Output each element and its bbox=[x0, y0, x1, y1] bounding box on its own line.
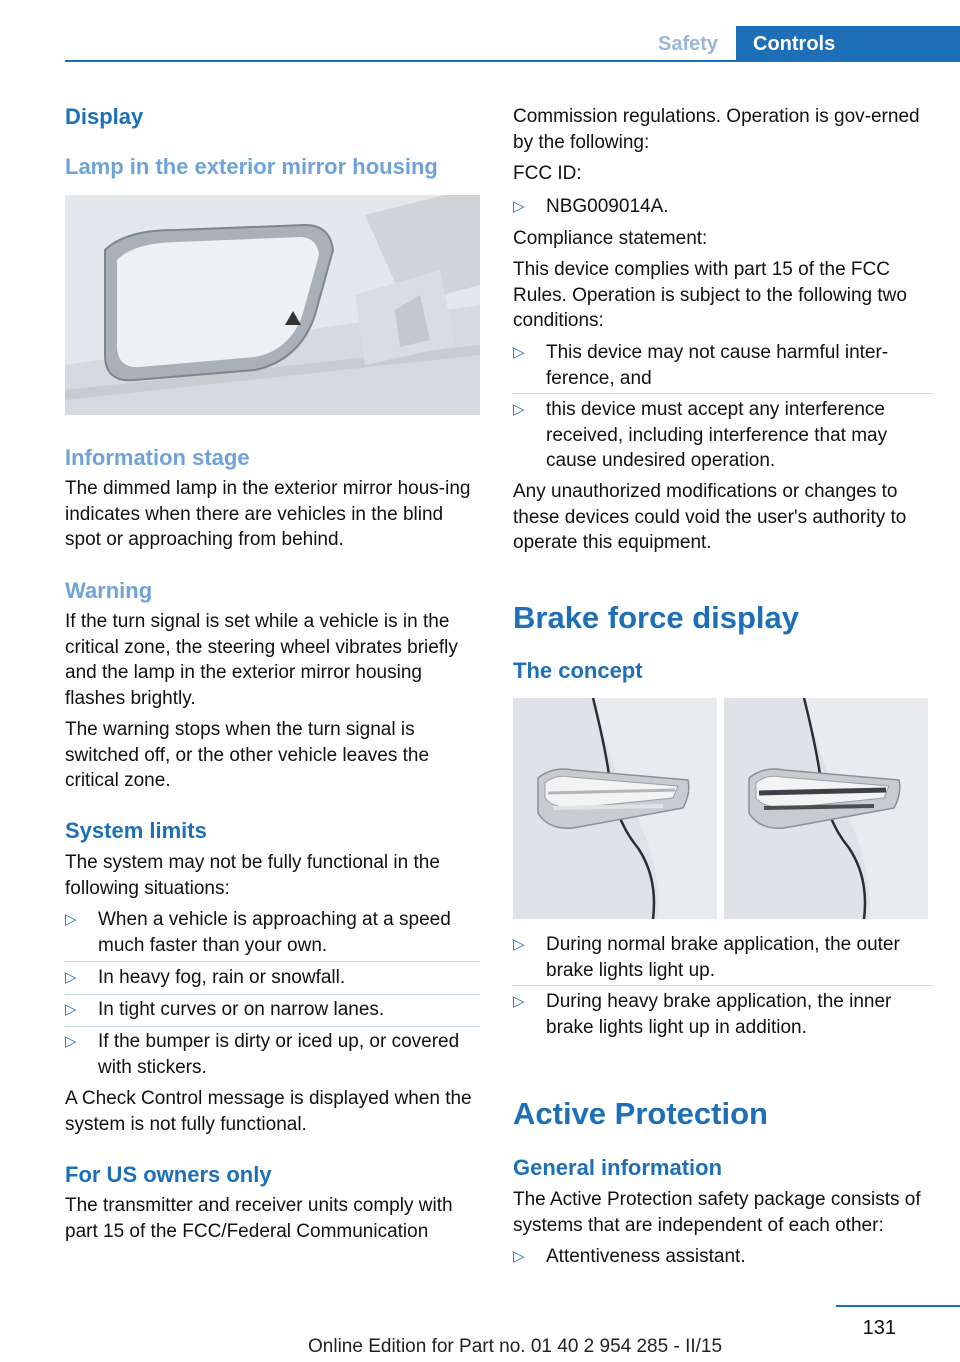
paragraph-warning-2: The warning stops when the turn signal is switched off, or the other vehicle leaves the critical zone. bbox=[65, 719, 430, 791]
heading-system-limits: System limits bbox=[65, 818, 207, 843]
list-item: ▷ When a vehicle is approaching at a speed much faster than your own. bbox=[65, 909, 451, 956]
paragraph-check-control: A Check Control message is displayed when the system is not fully functional. bbox=[65, 1088, 472, 1135]
paragraph-complies: This device complies with part 15 of the FCC Rules. Operation is subject to the following two conditions: bbox=[513, 259, 907, 331]
triangle-right-icon: ▷ bbox=[65, 1001, 77, 1018]
divider bbox=[513, 985, 933, 986]
paragraph-compliance: Compliance statement: bbox=[513, 228, 708, 249]
brake-normal-panel bbox=[513, 698, 717, 919]
divider bbox=[65, 961, 480, 962]
triangle-right-icon: ▷ bbox=[65, 1033, 77, 1050]
footer-rule bbox=[836, 1305, 960, 1307]
paragraph-fcc-id: FCC ID: bbox=[513, 163, 582, 184]
paragraph-commission: Commission regulations. Operation is gov-erned by the following: bbox=[513, 106, 920, 153]
paragraph-warning-1: If the turn signal is set while a vehicle is in the critical zone, the steering wheel vibrates briefly and the lamp in the exterior mirror housing flashes brightly. bbox=[65, 611, 458, 709]
paragraph-us-owners: The transmitter and receiver units comply with part 15 of the FCC/Federal Communication bbox=[65, 1195, 453, 1242]
heading-the-concept: The concept bbox=[513, 658, 643, 683]
triangle-right-icon: ▷ bbox=[65, 969, 77, 986]
mirror-illustration bbox=[65, 195, 480, 415]
divider bbox=[65, 994, 480, 995]
divider bbox=[513, 393, 933, 394]
header-rule bbox=[65, 60, 960, 62]
triangle-right-icon: ▷ bbox=[513, 401, 525, 418]
divider bbox=[65, 1026, 480, 1027]
brake-heavy-panel bbox=[724, 698, 928, 919]
heading-information-stage: Information stage bbox=[65, 445, 250, 470]
heading-us-owners: For US owners only bbox=[65, 1162, 272, 1187]
paragraph-general-information: The Active Protection safety package consists of systems that are independent of each other: bbox=[513, 1189, 921, 1236]
triangle-right-icon: ▷ bbox=[513, 344, 525, 361]
triangle-right-icon: ▷ bbox=[513, 993, 525, 1010]
page-number: 131 bbox=[862, 1317, 896, 1339]
heading-display: Display bbox=[65, 104, 144, 129]
tab-safety[interactable]: Safety bbox=[657, 33, 719, 55]
heading-lamp: Lamp in the exterior mirror housing bbox=[65, 154, 438, 179]
triangle-right-icon: ▷ bbox=[513, 1248, 525, 1265]
triangle-right-icon: ▷ bbox=[513, 198, 525, 215]
edition-footer: Online Edition for Part no. 01 40 2 954 285 - II/15 bbox=[308, 1336, 723, 1357]
paragraph-information-stage: The dimmed lamp in the exterior mirror hous-ing indicates when there are vehicles in the blind spot or approaching from behind. bbox=[65, 478, 471, 550]
paragraph-unauthorized: Any unauthorized modifications or changes to these devices could void the user's authority to operate this equipment. bbox=[513, 481, 907, 553]
brake-lights-illustration bbox=[513, 698, 928, 919]
heading-general-information: General information bbox=[513, 1155, 723, 1180]
paragraph-system-limits: The system may not be fully functional in the following situations: bbox=[65, 852, 440, 899]
heading-brake-force-display: Brake force display bbox=[513, 600, 800, 635]
triangle-right-icon: ▷ bbox=[65, 911, 77, 928]
heading-active-protection: Active Protection bbox=[513, 1096, 768, 1131]
triangle-right-icon: ▷ bbox=[513, 936, 525, 953]
heading-warning: Warning bbox=[65, 578, 153, 603]
tab-controls[interactable]: Controls bbox=[736, 26, 960, 62]
